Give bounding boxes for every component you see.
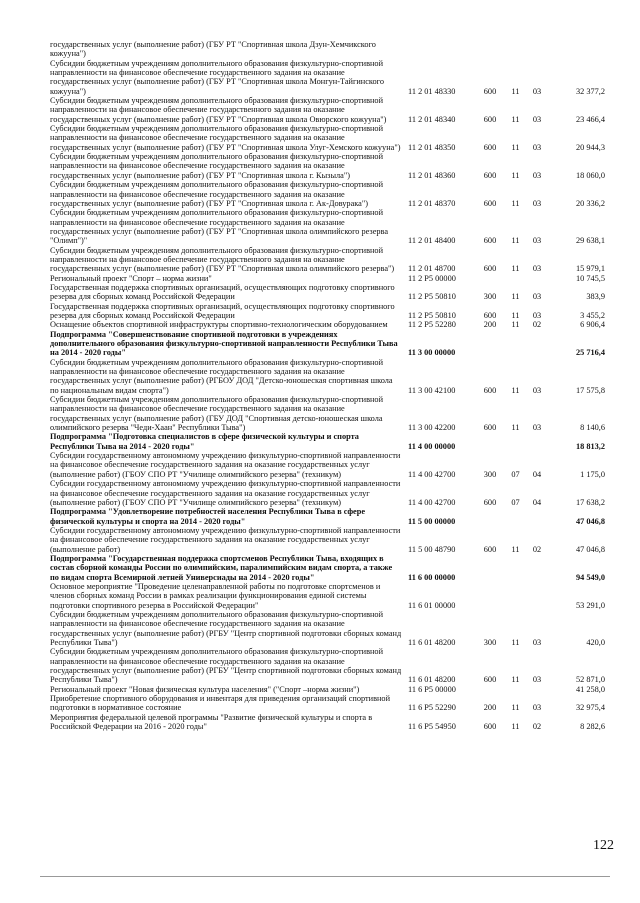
table-row	[50, 152, 605, 180]
table-row	[50, 124, 605, 152]
row-name: Региональный проект "Новая физическая культура населения" ("Спорт –норма жизни")	[50, 684, 360, 694]
row-subsection: 03	[532, 423, 542, 433]
row-expense-type: 600	[483, 722, 497, 732]
row-subsection: 04	[532, 497, 542, 507]
table-row	[50, 507, 605, 526]
row-subsection: 03	[532, 310, 542, 320]
row-subsection: 03	[532, 703, 542, 713]
row-expense-type: 300	[483, 292, 497, 302]
row-amount: 94 549,0	[575, 572, 605, 582]
table-row	[50, 610, 605, 647]
row-section: 11	[511, 722, 520, 732]
table-row	[50, 432, 605, 451]
table-row	[50, 274, 605, 283]
row-section: 11	[511, 292, 520, 302]
row-subsection	[527, 432, 547, 451]
row-name: Субсидии государственному автономному учреждению физкультурно-спортивной направленности на финансовое обеспечение государственного задания на оказание государственных услуг (выполнение работ) (ГБОУ СПО РТ "Училище олимпийского резерва" (техникум)	[50, 451, 401, 479]
row-amount: 420,0	[586, 638, 605, 647]
row-amount: 52 871,0	[575, 675, 605, 685]
table-row	[50, 330, 605, 358]
row-amount: 17 575,8	[575, 385, 605, 395]
row-section	[504, 507, 527, 526]
table-row	[50, 208, 605, 245]
row-code: 11 6 P5 00000	[408, 684, 456, 694]
row-expense-type: 600	[483, 114, 497, 124]
row-section	[504, 330, 527, 358]
row-name: Мероприятия федеральной целевой программы "Развитие физической культуры и спорта в Российской Федерации на 2016 - 2020 годы"	[50, 712, 373, 732]
row-section: 11	[511, 675, 520, 685]
table-row	[50, 180, 605, 208]
row-expense-type	[476, 685, 504, 694]
row-amount: 383,9	[586, 292, 605, 302]
row-expense-type: 600	[483, 385, 497, 395]
row-code: 11 2 01 48340	[408, 114, 456, 124]
row-amount: 47 046,8	[575, 516, 605, 526]
row-name: Приобретение спортивного оборудования и инвентаря для приведения организаций спортивной подготовки в нормативное состояние	[50, 694, 391, 713]
row-section: 11	[511, 320, 520, 330]
row-name: Субсидии бюджетным учреждениям дополнительного образования физкультурно-спортивной направленности на финансовое обеспечение государственного задания на оказание государственных услуг (выполнение работ) (ГБУ РТ "Спортивная школа Монгун-Тайгинского кожууна")	[50, 58, 385, 96]
row-subsection: 02	[532, 544, 542, 554]
row-name: Субсидии государственному автономному учреждению физкультурно-спортивной направленности на финансовое обеспечение государственного задания на оказание государственных услуг (выполнение работ) (ГБОУ СПО РТ "Училище олимпийского резерва" (техникум)	[50, 479, 401, 507]
row-code: 11 2 P5 50810	[408, 292, 456, 302]
row-expense-type	[476, 554, 504, 582]
row-code: 11 3 00 42100	[408, 385, 456, 395]
table-row	[50, 59, 605, 96]
row-section: 11	[511, 423, 520, 433]
row-subsection: 03	[532, 170, 542, 180]
row-subsection: 03	[532, 236, 542, 246]
row-name: Подпрограмма "Совершенствование спортивной подготовки в учреждениях дополнительного образования физкультурно-спортивной направленности Республики Тыва на 2014 - 2020 годы"	[50, 329, 398, 358]
row-expense-type	[476, 40, 504, 59]
row-section: 11	[511, 638, 520, 647]
row-amount: 3 455,2	[580, 310, 605, 320]
row-code: 11 2 01 48400	[408, 236, 456, 246]
row-expense-type: 600	[483, 142, 497, 152]
row-code: 11 2 01 48330	[408, 86, 456, 96]
row-code: 11 4 00 42700	[408, 497, 456, 507]
row-amount: 10 745,5	[575, 273, 605, 283]
table-row	[50, 283, 605, 302]
row-amount: 17 638,2	[575, 497, 605, 507]
row-expense-type: 200	[483, 703, 497, 713]
row-code: 11 6 01 00000	[408, 600, 456, 610]
row-code: 11 4 00 00000	[408, 441, 456, 451]
row-amount: 8 140,6	[580, 423, 605, 433]
row-expense-type: 200	[483, 320, 497, 330]
row-name: Субсидии бюджетным учреждениям дополнительного образования физкультурно-спортивной направленности на финансовое обеспечение государственного задания на оказание государственных услуг (выполнение работ) (ГБУ РТ "Спортивная школа олимпийского резерва")	[50, 245, 395, 274]
row-subsection: 03	[532, 142, 542, 152]
table-row	[50, 40, 605, 59]
row-amount: 15 979,1	[575, 264, 605, 274]
row-code: 11 6 01 48200	[408, 638, 456, 647]
row-expense-type	[476, 330, 504, 358]
row-expense-type: 300	[483, 638, 497, 647]
row-expense-type: 600	[483, 264, 497, 274]
budget-table	[50, 40, 605, 731]
row-expense-type: 600	[483, 198, 497, 208]
table-row	[50, 96, 605, 124]
row-subsection	[527, 554, 547, 582]
row-amount: 6 906,4	[580, 320, 605, 330]
row-expense-type: 600	[483, 497, 497, 507]
row-section: 11	[511, 703, 520, 713]
row-code: 11 6 P5 54950	[408, 722, 456, 732]
row-subsection: 03	[532, 86, 542, 96]
row-subsection: 02	[532, 320, 542, 330]
row-name: Субсидии бюджетным учреждениям дополнительного образования физкультурно-спортивной направленности на финансовое обеспечение государственного задания на оказание государственных услуг (выполнение работ) (РГБОУ ДОД "Детско-юношеская спортивная школа по национальным видам спорта")	[50, 357, 393, 395]
row-name: Субсидии бюджетным учреждениям дополнительного образования физкультурно-спортивной направленности на финансовое обеспечение государственного задания на оказание государственных услуг (выполнение работ) (ГБУ РТ "Спортивная школа Улуг-Хемского кожууна")	[50, 124, 401, 152]
row-subsection: 03	[532, 264, 542, 274]
row-code: 11 6 00 00000	[408, 572, 456, 582]
row-subsection	[527, 507, 547, 526]
row-name: Региональный проект "Спорт – норма жизни"	[50, 273, 212, 283]
table-row	[50, 479, 605, 507]
row-code: 11 2 01 48360	[408, 170, 456, 180]
row-section: 11	[511, 86, 520, 96]
row-name: Подпрограмма "Удовлетворение потребностей населения Республики Тыва в сфере физической культуры и спорта на 2014 - 2020 годы"	[50, 507, 366, 526]
row-section: 11	[511, 310, 520, 320]
row-subsection: 03	[532, 114, 542, 124]
row-amount: 20 944,3	[575, 142, 605, 152]
row-name: Субсидии бюджетным учреждениям дополнительного образования физкультурно-спортивной направленности на финансовое обеспечение государственного задания на оказание государственных услуг (выполнение работ) (ГБУ ДОД "Спортивная детско-юношеская школа олимпийского резерва "Чеди-Хаан" Республики Тыва")	[50, 395, 384, 433]
row-section: 11	[511, 544, 520, 554]
table-row	[50, 320, 605, 329]
row-subsection: 03	[532, 292, 542, 302]
row-section: 11	[511, 236, 520, 246]
row-subsection: 03	[532, 675, 542, 685]
row-expense-type: 600	[483, 170, 497, 180]
table-row	[50, 647, 605, 684]
row-code: 11 3 00 00000	[408, 348, 456, 358]
row-name: Субсидии бюджетным учреждениям дополнительного образования физкультурно-спортивной направленности на финансовое обеспечение государственного задания на оказание государственных услуг (выполнение работ) (ГБУ РТ "Спортивная школа г. Ак-Довурака")	[50, 180, 384, 208]
row-amount: 25 716,4	[575, 348, 605, 358]
row-section: 11	[511, 114, 520, 124]
row-name: Субсидии государственному автономному учреждению физкультурно-спортивной направленности на финансовое обеспечение государственного задания на оказание государственных услуг (выполнение работ)	[50, 525, 401, 554]
row-amount	[547, 40, 605, 59]
row-section	[504, 432, 527, 451]
row-name: Подпрограмма "Подготовка специалистов в сфере физической культуры и спорта Республики Тыва на 2014 - 2020 годы"	[50, 432, 359, 451]
row-code: 11 5 00 00000	[408, 516, 456, 526]
row-amount: 18 813,2	[575, 441, 605, 451]
row-code: 11 2 P5 00000	[408, 273, 456, 283]
row-code: 11 2 P5 52280	[408, 320, 456, 330]
row-name: Подпрограмма "Государственная поддержка спортсменов Республики Тыва, входящих в состав сборной команды России по олимпийским, паралимпийским видам спорта, а также по видам спорта Всемирной летней Универсиады на 2014 - 2020 годы"	[50, 553, 393, 582]
row-code: 11 2 01 48350	[408, 142, 456, 152]
row-subsection: 02	[532, 722, 542, 732]
row-expense-type: 600	[483, 310, 497, 320]
row-name: государственных услуг (выполнение работ) (ГБУ РТ "Спортивная школа Дзун-Хемчикского кожууна")	[50, 40, 376, 59]
table-row	[50, 685, 605, 694]
row-name: Основное мероприятие "Проведение целенаправленной работы по подготовке спортсменов и членов сборных команд России в рамках реализации функционирования единой системы подготовки спортивного резерва в Российской Федерации"	[50, 581, 381, 610]
row-amount: 47 046,8	[575, 544, 605, 554]
row-section	[504, 582, 527, 610]
row-section: 11	[511, 142, 520, 152]
row-code: 11 4 00 42700	[408, 469, 456, 479]
row-amount: 41 258,0	[575, 684, 605, 694]
row-amount: 20 336,2	[575, 198, 605, 208]
row-expense-type	[476, 274, 504, 283]
table-row	[50, 395, 605, 432]
row-subsection: 03	[532, 198, 542, 208]
row-amount: 1 175,0	[580, 469, 605, 479]
row-subsection	[527, 330, 547, 358]
budget-table-body	[50, 40, 605, 731]
row-expense-type	[476, 507, 504, 526]
row-code: 11 2 01 48700	[408, 264, 456, 274]
row-amount: 53 291,0	[575, 600, 605, 610]
row-subsection: 04	[532, 469, 542, 479]
row-name: Субсидии бюджетным учреждениям дополнительного образования физкультурно-спортивной направленности на финансовое обеспечение государственного задания на оказание государственных услуг (выполнение работ) (ГБУ РТ "Спортивная школа г. Кызыла")	[50, 152, 384, 180]
row-code: 11 6 01 48200	[408, 675, 456, 685]
row-name: Субсидии бюджетным учреждениям дополнительного образования физкультурно-спортивной направленности на финансовое обеспечение государственного задания на оказание государственных услуг (выполнение работ) (ГБУ РТ "Спортивная школа Овюрского кожууна")	[50, 96, 387, 124]
row-section: 07	[511, 469, 520, 479]
table-row	[50, 302, 605, 321]
row-subsection	[527, 40, 547, 59]
row-subsection: 03	[532, 638, 542, 647]
row-expense-type: 600	[483, 86, 497, 96]
row-section: 11	[511, 198, 520, 208]
footer-divider	[40, 876, 610, 877]
row-amount: 29 638,1	[575, 236, 605, 246]
row-section: 07	[511, 497, 520, 507]
table-row	[50, 526, 605, 554]
row-section	[504, 554, 527, 582]
row-code: 11 2 01 48370	[408, 198, 456, 208]
row-expense-type	[476, 582, 504, 610]
row-code: 11 3 00 42200	[408, 423, 456, 433]
row-name: Государственная поддержка спортивных организаций, осуществляющих подготовку спортивного резерва для сборных команд Российской Федерации	[50, 282, 395, 302]
table-row	[50, 451, 605, 479]
row-section	[504, 685, 527, 694]
row-amount: 32 975,4	[575, 703, 605, 713]
row-amount: 32 377,2	[575, 86, 605, 96]
table-row	[50, 358, 605, 395]
row-name: Оснащение объектов спортивной инфраструктуры спортивно-технологическим оборудованием	[50, 320, 388, 330]
row-code: 11 2 P5 50810	[408, 310, 456, 320]
row-subsection	[527, 685, 547, 694]
row-section: 11	[511, 264, 520, 274]
row-section: 11	[511, 385, 520, 395]
row-code: 11 6 P5 52290	[408, 703, 456, 713]
row-name: Субсидии бюджетным учреждениям дополнительного образования физкультурно-спортивной направленности на финансовое обеспечение государственного задания на оказание государственных услуг (выполнение работ) (РГБУ "Центр спортивной подготовки сборных команд Республики Тыва")	[50, 609, 402, 647]
table-row	[50, 246, 605, 274]
table-row	[50, 554, 605, 582]
row-amount: 8 282,6	[580, 722, 605, 732]
row-expense-type: 300	[483, 469, 497, 479]
row-amount: 18 060,0	[575, 170, 605, 180]
row-section	[504, 274, 527, 283]
row-name: Государственная поддержка спортивных организаций, осуществляющих подготовку спортивного резерва для сборных команд Российской Федерации	[50, 301, 395, 320]
row-expense-type: 600	[483, 544, 497, 554]
row-code	[408, 40, 476, 59]
table-row	[50, 694, 605, 713]
row-subsection	[527, 582, 547, 610]
row-section	[504, 40, 527, 59]
row-name: Субсидии бюджетным учреждениям дополнительного образования физкультурно-спортивной направленности на финансовое обеспечение государственного задания на оказание государственных услуг (выполнение работ) (РГБУ "Центр спортивной подготовки сборных команд Республики Тыва")	[50, 647, 402, 685]
row-amount: 23 466,4	[575, 114, 605, 124]
row-subsection: 03	[532, 385, 542, 395]
row-expense-type	[476, 432, 504, 451]
row-expense-type: 600	[483, 675, 497, 685]
row-expense-type: 600	[483, 423, 497, 433]
table-row	[50, 713, 605, 732]
row-code: 11 5 00 48790	[408, 544, 456, 554]
page-number: 122	[593, 838, 614, 853]
table-row	[50, 582, 605, 610]
row-expense-type: 600	[483, 236, 497, 246]
row-name: Субсидии бюджетным учреждениям дополнительного образования физкультурно-спортивной направленности на финансовое обеспечение государственного задания на оказание государственных услуг (выполнение работ) (ГБУ РТ "Спортивная школа олимпийского резерва "Олимп")"	[50, 208, 389, 246]
row-subsection	[527, 274, 547, 283]
row-section: 11	[511, 170, 520, 180]
